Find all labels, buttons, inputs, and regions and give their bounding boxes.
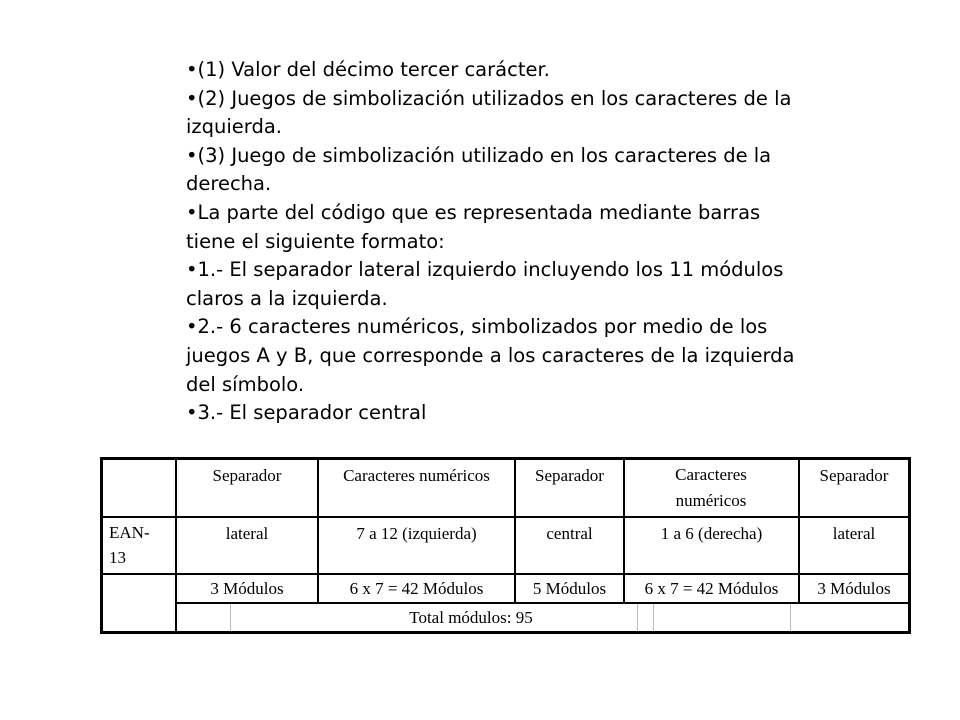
bullet-item-4: •La parte del código que es representada mediante barras tiene el siguiente formato: xyxy=(186,200,761,253)
header-separador-2: Separador xyxy=(535,465,604,485)
grid-faint-4 xyxy=(790,604,791,631)
header-separador-3: Separador xyxy=(819,465,889,485)
table-border-right xyxy=(908,457,911,634)
ean13-structure-table xyxy=(100,457,911,634)
cell-total-modules: Total módulos: 95 xyxy=(409,608,533,627)
cell-modules-5: 3 Módulos xyxy=(817,579,891,598)
grid-faint-3 xyxy=(653,604,654,631)
cell-modules-3: 5 Módulos xyxy=(532,579,607,598)
grid-faint-1 xyxy=(230,604,231,631)
cell-7-a-12: 7 a 12 (izquierda) xyxy=(356,523,477,543)
header-caracteres-1: Caracteres numéricos xyxy=(343,465,490,485)
table-border-bottom xyxy=(100,631,911,634)
bullet-item-1: •(1) Valor del décimo tercer carácter. xyxy=(186,58,550,81)
bullet-item-6: •2.- 6 caracteres numéricos, simbolizados por medio de los juegos A y B, que corresponde a los caracteres de la izquierda del símbolo. xyxy=(186,315,795,396)
bullet-item-7: •3.- El separador central xyxy=(186,401,427,425)
cell-lateral-right: lateral xyxy=(832,523,876,543)
bullet-item-3: •(3) Juego de simbolización utilizado en los caracteres de la derecha. xyxy=(186,143,772,196)
cell-modules-4: 6 x 7 = 42 Módulos xyxy=(644,579,779,598)
bullet-list xyxy=(186,56,806,428)
header-separador-1: Separador xyxy=(212,465,282,485)
cell-lateral-left: lateral xyxy=(225,523,269,543)
cell-central: central xyxy=(546,523,593,543)
cell-modules-2: 6 x 7 = 42 Módulos xyxy=(349,579,484,598)
row-label-ean13: EAN-13 xyxy=(109,523,150,567)
cell-modules-1: 3 Módulos xyxy=(210,579,284,598)
header-caracteres-2: Caracteres numéricos xyxy=(675,465,747,510)
cell-1-a-6: 1 a 6 (derecha) xyxy=(660,523,763,543)
bullet-item-5: •1.- El separador lateral izquierdo incluyendo los 11 módulos claros a la izquierda. xyxy=(186,258,784,310)
bullet-item-2: •(2) Juegos de simbolización utilizados en los caracteres de la izquierda. xyxy=(186,86,792,139)
grid-faint-2 xyxy=(637,604,638,631)
